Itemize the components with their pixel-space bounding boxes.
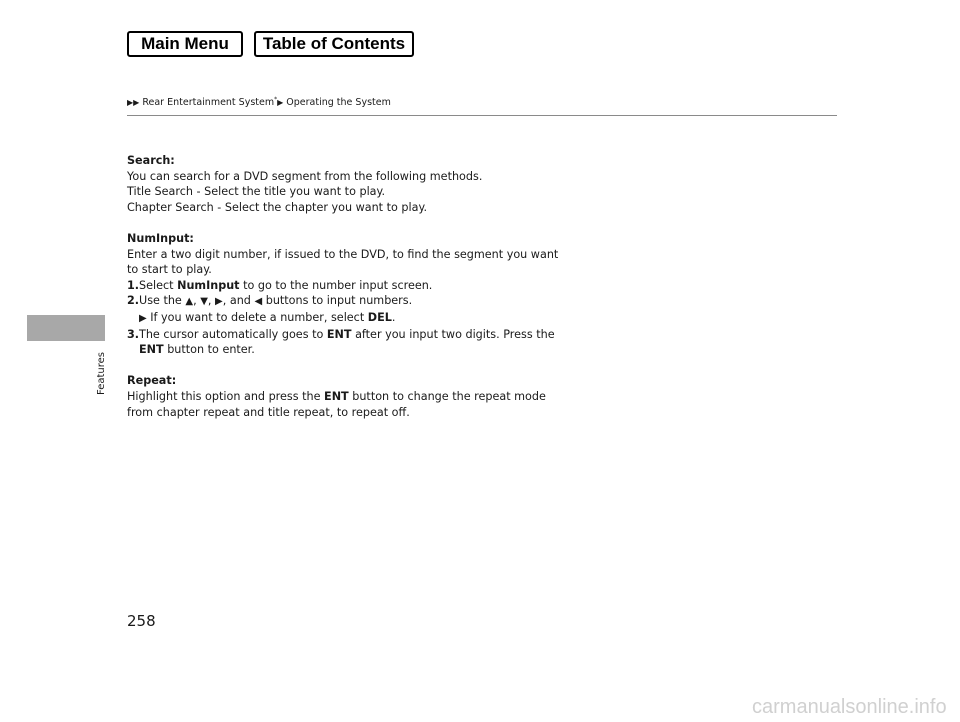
down-arrow-icon: ▼ — [200, 296, 208, 308]
delete-note: ▶ If you want to delete a number, select DEL. — [139, 310, 396, 324]
section-tab[interactable] — [27, 315, 105, 341]
table-of-contents-button[interactable]: Table of Contents — [254, 31, 414, 57]
numinput-intro: Enter a two digit number, if issued to the DVD, to find the segment you want to start to play. — [127, 247, 559, 277]
right-arrow-icon: ▶ — [215, 296, 223, 308]
header-divider — [127, 115, 837, 116]
section-label: Features — [96, 352, 107, 395]
breadcrumb-current: Operating the System — [286, 97, 391, 109]
step-1: 1. Select NumInput to go to the number input screen. — [127, 278, 433, 292]
breadcrumb-arrow-icon: ▶ — [133, 98, 140, 108]
search-heading: Search: — [127, 154, 175, 167]
search-text: You can search for a DVD segment from the following methods. — [127, 169, 483, 183]
watermark: carmanualsonline.info — [752, 696, 947, 718]
repeat-heading: Repeat: — [127, 374, 177, 388]
up-arrow-icon: ▲ — [185, 296, 194, 308]
step-2: 2. Use the ▲, ▼, ▶, and ◀ buttons to input numbers. — [127, 294, 413, 308]
step-3: 3. The cursor automatically goes to ENT after you input two digits. Press the ENT button to enter. — [127, 327, 555, 357]
breadcrumb-arrow-icon: ▶ — [127, 98, 134, 108]
note-arrow-icon: ▶ — [139, 312, 147, 324]
breadcrumb-arrow-icon: ▶ — [277, 98, 284, 108]
left-arrow-icon: ◀ — [254, 296, 263, 308]
breadcrumb-asterisk: * — [274, 96, 278, 103]
breadcrumb — [127, 94, 391, 109]
numinput-heading: NumInput: — [127, 231, 194, 245]
body-content — [127, 153, 567, 420]
search-text: Title Search - Select the title you want to play. — [127, 185, 386, 199]
breadcrumb-link-rear-entertainment[interactable]: Rear Entertainment System — [142, 97, 275, 109]
repeat-text: Highlight this option and press the ENT button to change the repeat mode from chapter repeat and title repeat, to repeat off. — [127, 389, 546, 419]
page-number: 258 — [127, 612, 156, 630]
main-menu-button[interactable]: Main Menu — [127, 31, 243, 57]
search-text: Chapter Search - Select the chapter you want to play. — [127, 200, 428, 214]
